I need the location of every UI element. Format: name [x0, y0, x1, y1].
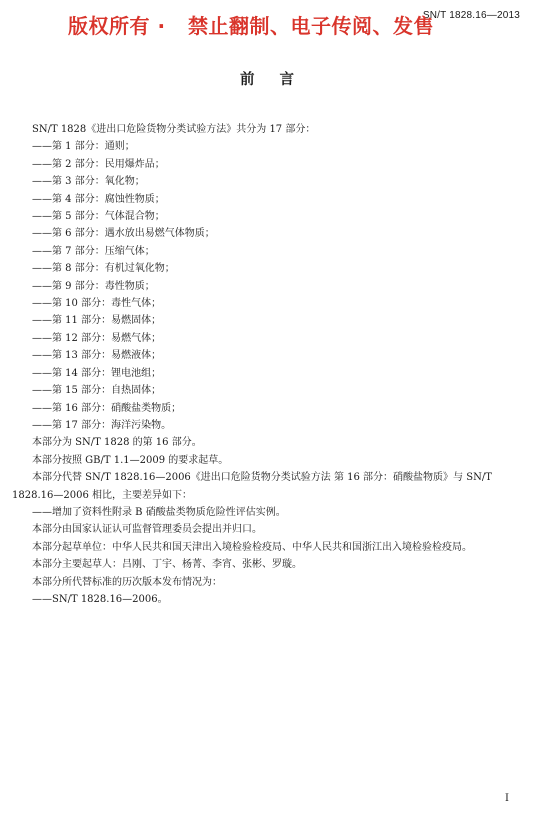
page-title: 前 言 — [239, 72, 296, 88]
drafters-paragraph: 本部分主要起草人：吕刚、丁宇、杨菁、李宵、张彬、罗璇。 — [32, 559, 302, 571]
drafting-units-paragraph: 本部分起草单位：中华人民共和国天津出入境检验检疫局、中华人民共和国浙江出入境检验检疫局。 — [32, 541, 472, 553]
history-item: ——SN/T 1828.16—2006。 — [32, 593, 168, 605]
drafting-rule: 本部分按照 GB/T 1.1—2009 的要求起草。 — [32, 454, 229, 466]
page-number: I — [505, 793, 509, 804]
intro-paragraph: SN/T 1828《进出口危险货物分类试验方法》共分为 17 部分： — [32, 124, 316, 135]
copyright-watermark: 版权所有 · 禁止翻制、电子传阅、发售 — [68, 14, 434, 38]
part-statement: 本部分为 SN/T 1828 的第 16 部分。 — [32, 437, 202, 449]
change-item: ——增加了资料性附录 B 硝酸盐类物质危险性评估实例。 — [32, 506, 286, 518]
part-list-item: ——第 4 部分：腐蚀性物质； — [32, 193, 165, 205]
part-list-item: ——第 14 部分：锂电池组； — [32, 367, 162, 379]
part-list-item: ——第 15 部分：自热固体； — [32, 385, 162, 397]
part-list-item: ——第 5 部分：气体混合物； — [32, 211, 165, 223]
part-list-item: ——第 17 部分：海洋污染物。 — [32, 419, 172, 431]
part-list-item: ——第 1 部分：通则； — [32, 141, 135, 153]
replaces-paragraph: 本部分代替 SN/T 1828.16—2006《进出口危险货物分类试验方法 第 16 部分：硝酸盐物质》与 SN/T 1828.16—2006 相比，主要差异如下： — [12, 472, 492, 501]
part-list-item: ——第 2 部分：民用爆炸品； — [32, 158, 165, 170]
part-list-item: ——第 10 部分：毒性气体； — [32, 298, 162, 310]
part-list-item: ——第 8 部分：有机过氧化物； — [32, 263, 175, 275]
part-list-item: ——第 9 部分：毒性物质； — [32, 280, 155, 292]
standard-id: SN/T 1828.16—2013 — [422, 10, 520, 21]
part-list-item: ——第 12 部分：易燃气体； — [32, 332, 162, 344]
part-list-item: ——第 11 部分：易燃固体； — [32, 315, 162, 327]
proposer-paragraph: 本部分由国家认证认可监督管理委员会提出并归口。 — [32, 524, 262, 536]
part-list-item: ——第 13 部分：易燃液体； — [32, 350, 162, 362]
part-list-item: ——第 16 部分：硝酸盐类物质； — [32, 402, 182, 414]
part-list-item: ——第 7 部分：压缩气体； — [32, 245, 155, 257]
history-intro: 本部分所代替标准的历次版本发布情况为： — [32, 576, 222, 588]
part-list-item: ——第 6 部分：遇水放出易燃气体物质； — [32, 228, 215, 240]
parts-list — [12, 138, 526, 434]
foreword-body — [12, 121, 526, 608]
part-list-item: ——第 3 部分：氧化物； — [32, 176, 145, 188]
